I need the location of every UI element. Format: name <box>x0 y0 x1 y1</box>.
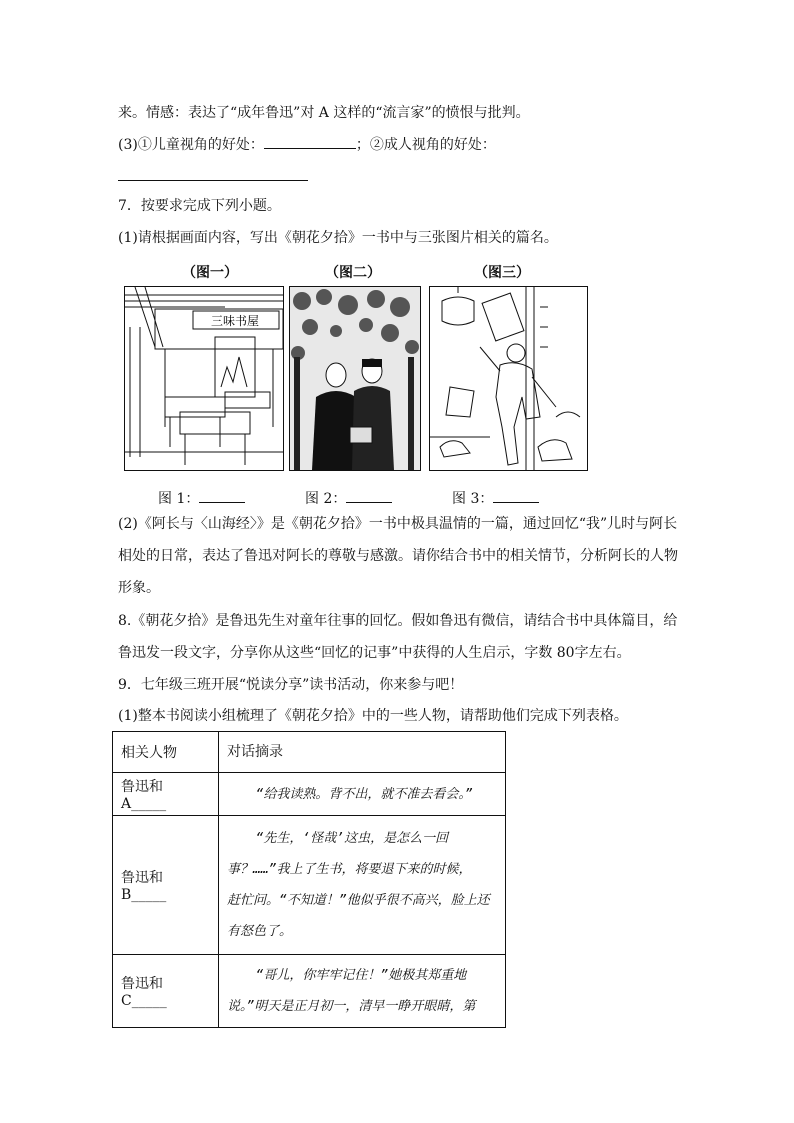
row-c-quote <box>219 955 506 1028</box>
table-header-row <box>113 732 506 773</box>
figure-1-caption <box>158 488 245 508</box>
row-a-person[interactable]: 鲁迅和 A_____ <box>113 773 219 816</box>
question-9-heading: 9．七年级三班开展“悦读分享”读书活动，你来参与吧！ <box>118 677 464 693</box>
quote-line: 有怒色了。 <box>227 924 293 939</box>
signboard-text: 三味书屋 <box>210 314 260 328</box>
child-perspective-label: (3)①儿童视角的好处： <box>118 137 264 153</box>
figure-3-street-image <box>429 286 588 471</box>
figure-2-caption-label: 图 2： <box>305 491 347 507</box>
question-7-1: (1)请根据画面内容，写出《朝花夕拾》一书中与三张图片相关的篇名。 <box>118 230 558 246</box>
answer-blank-adult[interactable] <box>118 180 308 181</box>
question-7-heading: 7．按要求完成下列小题。 <box>118 198 281 214</box>
quote-line: 赶忙问。“不知道！”他似乎很不高兴，脸上还 <box>227 893 490 908</box>
question-8-line-2: 鲁迅发一段文字，分享你从这些“回忆的记事”中获得的人生启示，字数 80字左右。 <box>118 645 631 661</box>
figure-1-label: （图一） <box>182 265 238 281</box>
question-7-2-line-3: 形象。 <box>118 580 160 596</box>
table-row <box>113 955 506 1028</box>
adult-perspective-label: ；②成人视角的好处： <box>355 137 496 153</box>
character-table <box>112 731 506 1028</box>
quote-line: 说。”明天是正月初一，清早一睁开眼睛，第 <box>227 999 476 1014</box>
figure-1-classroom-image <box>124 286 284 471</box>
figure-2-answer-blank[interactable] <box>346 489 392 503</box>
row-b-person[interactable]: 鲁迅和 B_____ <box>113 816 219 955</box>
figure-1-caption-label: 图 1： <box>158 491 200 507</box>
quote-line: “先生，‘怪哉’这虫，是怎么一回 <box>255 831 449 846</box>
street-scene-illustration <box>430 287 587 470</box>
figure-3-label: （图三） <box>474 265 530 281</box>
row-a-quote <box>219 773 506 816</box>
figure-3-caption <box>452 488 539 508</box>
two-figures-illustration <box>290 287 420 470</box>
question-7-2-line-1: (2)《阿长与〈山海经〉》是《朝花夕拾》一书中极具温情的一篇，通过回忆“我”儿时与阿长 <box>118 516 678 532</box>
header-quote: 对话摘录 <box>219 732 506 773</box>
table-row <box>113 773 506 816</box>
question-7-2-line-2: 相处的日常，表达了鲁迅对阿长的尊敬与感激。请你结合书中的相关情节，分析阿长的人物 <box>118 548 678 564</box>
quote-line: 事？……”我上了生书，将要退下来的时候， <box>227 862 472 877</box>
figure-1-answer-blank[interactable] <box>199 489 245 503</box>
row-b-quote <box>219 816 506 955</box>
question-8-line-1: 8.《朝花夕拾》是鲁迅先生对童年往事的回忆。假如鲁迅有微信，请结合书中具体篇目，给 <box>118 613 678 629</box>
question-3-line <box>118 134 496 155</box>
figure-3-answer-blank[interactable] <box>493 489 539 503</box>
quote-line: “哥儿，你牢牢记住！”她极其郑重地 <box>255 968 467 983</box>
table-row <box>113 816 506 955</box>
answer-line-emotion: 来。情感：表达了“成年鲁迅”对 A 这样的“流言家”的愤恨与批判。 <box>118 105 530 121</box>
figure-2-label: （图二） <box>325 265 381 281</box>
figure-3-caption-label: 图 3： <box>452 491 494 507</box>
question-9-1: (1)整本书阅读小组梳理了《朝花夕拾》中的一些人物，请帮助他们完成下列表格。 <box>118 708 628 724</box>
figure-2-caption <box>305 488 392 508</box>
answer-blank-child[interactable] <box>264 134 356 149</box>
header-person: 相关人物 <box>113 732 219 773</box>
figure-2-portrait-image <box>289 286 421 471</box>
classroom-illustration <box>125 287 283 470</box>
quote-line: “给我读熟。背不出，就不准去看会。” <box>255 786 473 802</box>
row-c-person[interactable]: 鲁迅和 C_____ <box>113 955 219 1028</box>
